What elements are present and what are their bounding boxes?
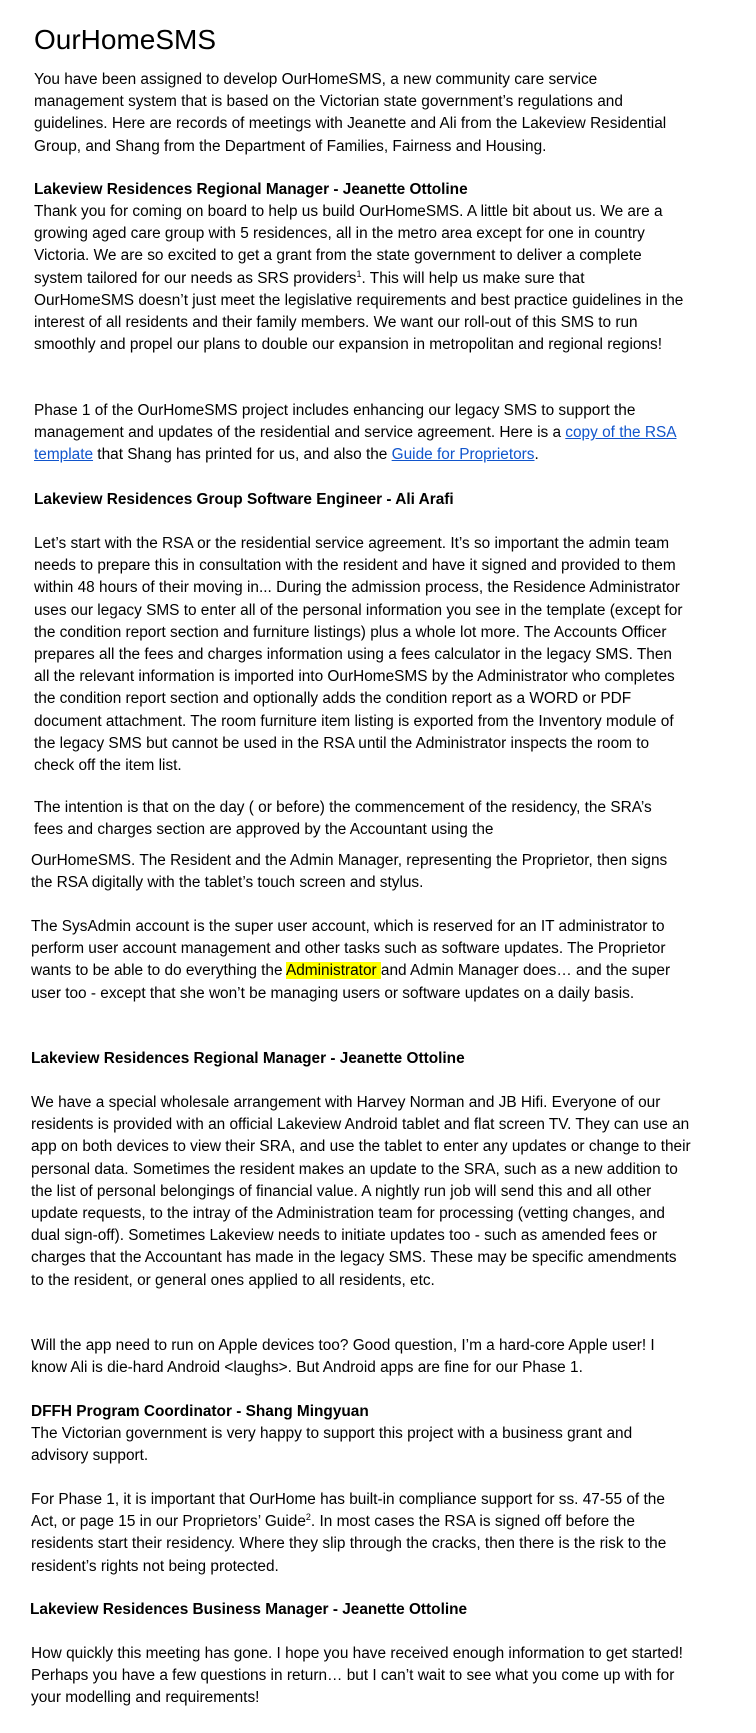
- paragraph-apple-devices: Will the app need to run on Apple devices too? Good question, I’m a hard-core Apple user! I know Ali is die-hard Android <laughs>. But Android apps are fine for our Phase 1.: [31, 1337, 655, 1377]
- paragraph-phase-1: [34, 400, 684, 467]
- text: and Admin Manager does… and the super user too - except that she won’t be managing users or software updates on a daily basis.: [31, 962, 671, 1002]
- heading-business-manager: Lakeview Residences Business Manager - Jeanette Ottoline: [30, 1601, 468, 1618]
- text: .: [534, 446, 539, 464]
- text: For Phase 1, it is important that OurHome has built-in compliance support for ss. 47-55 of the Act, or page 15 in our Proprietors’ Guide: [31, 1491, 665, 1531]
- paragraph-compliance: [31, 1489, 691, 1578]
- text: Phase 1 of the OurHomeSMS project includes enhancing our legacy SMS to support the management and updates of the residential and service agreement. Here is a: [34, 402, 636, 442]
- text: The SysAdmin account is the super user account, which is reserved for an IT administrator to perform user account management and other tasks such as software updates. The Proprietor wants to be able to do everything the: [31, 918, 666, 980]
- heading-dffh-coordinator: DFFH Program Coordinator - Shang Mingyuan: [31, 1403, 369, 1420]
- footnote-ref-2[interactable]: 2: [305, 1512, 311, 1523]
- paragraph-intention-part-1: The intention is that on the day ( or before) the commencement of the residency, the SRA’s fees and charges section are approved by the Accountant using the: [34, 799, 652, 839]
- footnote-ref-1[interactable]: 1: [356, 268, 362, 279]
- text: that Shang has printed for us, and also the: [93, 446, 392, 464]
- paragraph-rsa-process: Let’s start with the RSA or the residential service agreement. It’s so important the admin team needs to prepare this in consultation with the resident and have it signed and provided to them within 48 hours of their moving in... During the admission process, the Residence Administrator uses our legacy SMS to enter all of the personal information you see in the template (except for the condition report section and furniture listings) plus a whole lot more. The Accounts Officer prepares all the fees and charges information using a fees calculator in the legacy SMS. Then all the relevant information is imported into OurHomeSMS by the Administrator who completes the condition report section and optionally adds the condition report as a WORD or PDF document attachment. The room furniture item listing is exported from the Inventory module of the legacy SMS but cannot be used in the RSA until the Administrator inspects the room to check off the item list.: [34, 535, 683, 775]
- highlighted-text: Administrator: [285, 962, 381, 980]
- text: Thank you for coming on board to help us build OurHomeSMS. A little bit about us. We are a growing aged care group with 5 residences, all in the metro area except for one in country Victoria. We are so excited to get a grant from the state government to deliver a complete system tailored for our needs as SRS providers: [34, 203, 663, 287]
- paragraph-government-support: The Victorian government is very happy to support this project with a business grant and advisory support.: [31, 1425, 633, 1465]
- paragraph-about-us: [34, 201, 684, 356]
- rsa-template-link[interactable]: copy of the RSA template: [34, 424, 677, 464]
- paragraph-closing: How quickly this meeting has gone. I hope you have received enough information to get started! Perhaps you have a few questions in return… but I can’t wait to see what you come up with for your modelling and requirements!: [31, 1645, 683, 1707]
- heading-software-engineer: Lakeview Residences Group Software Engineer - Ali Arafi: [34, 491, 454, 508]
- paragraph-intention-part-2: OurHomeSMS. The Resident and the Admin Manager, representing the Proprietor, then signs the RSA digitally with the tablet’s touch screen and stylus.: [31, 852, 668, 892]
- guide-for-proprietors-link[interactable]: Guide for Proprietors: [391, 446, 535, 464]
- text: . In most cases the RSA is signed off before the residents start their residency. Where they slip through the cracks, then there is the risk to the resident’s rights not being protected.: [31, 1513, 667, 1575]
- heading-regional-manager-2: Lakeview Residences Regional Manager - Jeanette Ottoline: [31, 1050, 465, 1067]
- paragraph-wholesale-arrangement: We have a special wholesale arrangement with Harvey Norman and JB Hifi. Everyone of our residents is provided with an official Lakeview Android tablet and flat screen TV. They can use an app on both devices to view their SRA, and use the tablet to enter any updates or change to their personal data. Sometimes the resident makes an update to the SRA, such as a new addition to the list of personal belongings of financial value. A nightly run job will send this and all other update requests, to the intray of the Administration team for processing (vetting changes, and dual sign-off). Sometimes Lakeview needs to initiate updates too - such as amended fees or charges that the Accountant has made in the legacy SMS. These may be specific amendments to the resident, or general ones applied to all residents, etc.: [31, 1094, 691, 1289]
- text: . This will help us make sure that OurHomeSMS doesn’t just meet the legislative requirements and best practice guidelines in the interest of all residents and their family members. We want our roll-out of this SMS to run smoothly and propel our plans to double our expansion in metropolitan and regional regions!: [34, 269, 684, 354]
- document-title: OurHomeSMS: [34, 24, 217, 55]
- heading-regional-manager-1: Lakeview Residences Regional Manager - Jeanette Ottoline: [34, 181, 468, 198]
- intro-paragraph: You have been assigned to develop OurHomeSMS, a new community care service management system that is based on the Victorian state government’s regulations and guidelines. Here are records of meetings with Jeanette and Ali from the Lakeview Residential Group, and Shang from the Department of Families, Fairness and Housing.: [34, 71, 667, 155]
- paragraph-sysadmin: [31, 916, 691, 1005]
